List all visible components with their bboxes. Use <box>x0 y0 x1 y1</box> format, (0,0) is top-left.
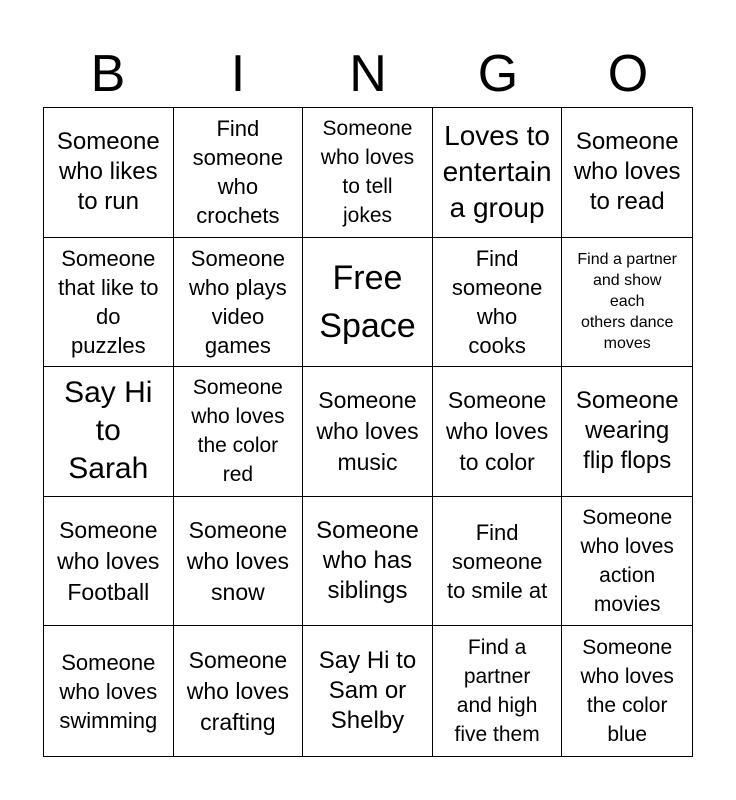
bingo-cell[interactable] <box>303 108 433 238</box>
bingo-cell[interactable] <box>562 497 692 627</box>
bingo-cell[interactable] <box>303 626 433 756</box>
bingo-cell[interactable] <box>433 367 563 497</box>
bingo-cell[interactable] <box>44 497 174 627</box>
bingo-cell[interactable] <box>303 497 433 627</box>
bingo-cell[interactable] <box>44 367 174 497</box>
cell-text: Someone who loves action movies <box>580 506 674 617</box>
bingo-cell[interactable] <box>174 108 304 238</box>
bingo-cell[interactable] <box>562 238 692 368</box>
cell-text: Say Hi to Sam or Shelby <box>318 647 417 735</box>
cell-text: Find a partner and show each others dance moves <box>577 251 677 353</box>
cell-text: Someone that like to do puzzles <box>58 245 159 358</box>
cell-text: Loves to entertain a group <box>442 120 552 224</box>
bingo-cell[interactable] <box>44 238 174 368</box>
cell-text: Someone who likes to run <box>56 128 160 216</box>
cell-text: Someone who has siblings <box>316 517 419 605</box>
cell-text: Someone wearing flip flops <box>575 387 679 475</box>
header-letter-o: O <box>607 45 649 103</box>
header-letter-i: I <box>230 45 246 103</box>
bingo-board <box>43 107 693 757</box>
cell-text: Someone who plays video games <box>188 245 287 358</box>
bingo-cell[interactable] <box>433 497 563 627</box>
bingo-cell[interactable] <box>562 367 692 497</box>
cell-text: Someone who loves crafting <box>186 646 290 735</box>
cell-text: Someone who loves Football <box>57 516 160 605</box>
header-letter-b: B <box>90 45 126 103</box>
cell-text: Find someone who cooks <box>451 245 543 358</box>
cell-text: Someone who loves to read <box>573 128 681 216</box>
cell-text: Free Space <box>319 258 416 345</box>
bingo-cell[interactable] <box>433 238 563 368</box>
cell-text: Someone who loves music <box>316 386 419 475</box>
bingo-cell[interactable] <box>44 626 174 756</box>
cell-text: Find someone to smile at <box>446 519 548 603</box>
cell-text: Find someone who crochets <box>192 116 284 229</box>
bingo-cell[interactable] <box>562 626 692 756</box>
bingo-cell[interactable] <box>174 367 304 497</box>
header-letter-n: N <box>349 45 387 103</box>
bingo-cell[interactable] <box>562 108 692 238</box>
cell-text: Say Hi to Sarah <box>64 376 153 486</box>
bingo-cell[interactable] <box>174 626 304 756</box>
bingo-cell[interactable] <box>303 367 433 497</box>
cell-text: Someone who loves snow <box>186 516 290 605</box>
cell-text: Someone who loves to color <box>445 386 549 475</box>
cell-text: Someone who loves to tell jokes <box>320 117 415 228</box>
header-letter-g: G <box>477 45 519 103</box>
cell-text: Someone who loves the color red <box>191 376 285 487</box>
free-space-cell[interactable] <box>303 238 433 368</box>
bingo-cell[interactable] <box>174 497 304 627</box>
bingo-cell[interactable] <box>174 238 304 368</box>
cell-text: Find a partner and high five them <box>454 636 540 747</box>
bingo-cell[interactable] <box>433 626 563 756</box>
bingo-cell[interactable] <box>44 108 174 238</box>
bingo-header <box>43 42 693 106</box>
cell-text: Someone who loves the color blue <box>580 636 674 747</box>
cell-text: Someone who loves swimming <box>59 649 158 733</box>
bingo-cell[interactable] <box>433 108 563 238</box>
